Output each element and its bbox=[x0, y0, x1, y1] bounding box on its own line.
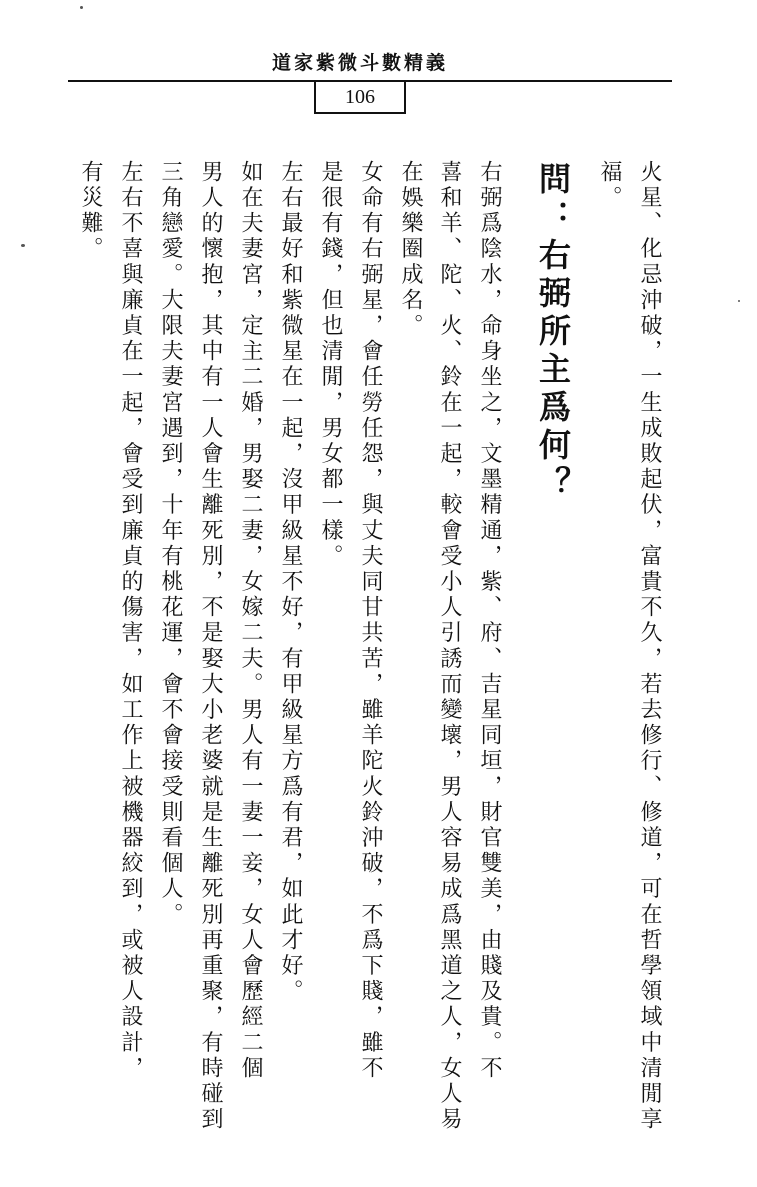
text-column-2: 福。 bbox=[597, 160, 622, 212]
text-column-3: 右弼爲陰水，命身坐之，文墨精通，紫、府、吉星同垣，財官雙美，由賤及貴。不 bbox=[477, 160, 502, 1082]
page-number: 106 bbox=[314, 82, 406, 114]
text-column-6: 女命有右弼星，會任勞任怨，與丈夫同甘共苦，雖羊陀火鈴沖破，不爲下賤，雖不 bbox=[358, 160, 383, 1082]
scan-speck bbox=[21, 244, 25, 247]
text-column-9: 如在夫妻宮，定主二婚，男娶二妻，女嫁二夫。男人有一妻一妾，女人會歷經二個 bbox=[238, 160, 263, 1082]
text-column-1: 火星、化忌沖破，一生成敗起伏，富貴不久，若去修行、修道，可在哲學領域中清閒享 bbox=[637, 160, 662, 1133]
text-column-11: 三角戀愛。大限夫妻宮遇到，十年有桃花運，會不會接受則看個人。 bbox=[158, 160, 183, 928]
text-column-10: 男人的懷抱，其中有一人會生離死別，不是娶大小老婆就是生離死別再重聚，有時碰到 bbox=[198, 160, 223, 1133]
text-column-7: 是很有錢，但也清閒，男女都一樣。 bbox=[318, 160, 343, 570]
scan-speck bbox=[738, 300, 740, 302]
text-column-8: 左右最好和紫微星在一起，沒甲級星不好，有甲級星方爲有君，如此才好。 bbox=[278, 160, 303, 1005]
running-header: 道家紫微斗數精義 bbox=[271, 52, 448, 74]
section-heading: 問：右弼所主爲何？ bbox=[534, 162, 572, 504]
text-column-13: 有災難。 bbox=[78, 160, 103, 263]
scan-speck bbox=[80, 6, 83, 9]
text-column-4: 喜和羊、陀、火、鈴在一起，較會受小人引誘而變壞，男人容易成爲黑道之人，女人易 bbox=[437, 160, 462, 1133]
text-column-12: 左右不喜與廉貞在一起，會受到廉貞的傷害，如工作上被機器絞到，或被人設計， bbox=[118, 160, 143, 1082]
text-column-5: 在娛樂圈成名。 bbox=[398, 160, 423, 340]
